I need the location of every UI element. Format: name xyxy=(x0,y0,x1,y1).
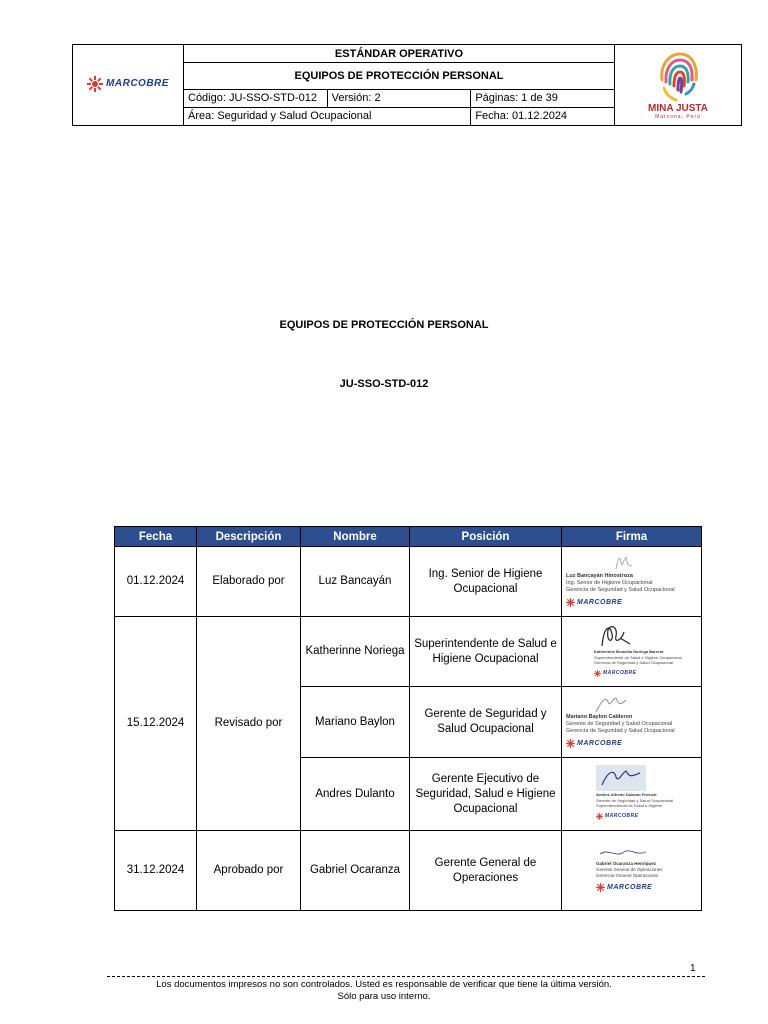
signature-block xyxy=(566,553,697,610)
marcobre-sun-icon xyxy=(566,739,575,748)
approval-table xyxy=(114,526,702,911)
signature-department: Gerencia General Operaciones xyxy=(596,873,659,878)
signature-name: Katherinne Brunella Noriega Barrera xyxy=(594,649,664,654)
signature-block xyxy=(566,622,697,681)
marcobre-logo-cell xyxy=(73,45,184,126)
mina-justa-subtitle: Marcona, Perú xyxy=(655,114,701,120)
signature-name: Gabriel Ocaranza Henriquez xyxy=(596,861,657,866)
signature-logo-text: MARCOBRE xyxy=(577,739,623,747)
signature-role: Gerente General de Operaciones xyxy=(596,867,663,872)
doc-type: ESTÁNDAR OPERATIVO xyxy=(184,45,615,63)
signature-logo xyxy=(566,736,622,751)
row-description: Elaborado por xyxy=(197,547,301,617)
doc-code: Código: JU-SSO-STD-012 xyxy=(184,89,328,107)
row-description: Revisado por xyxy=(197,617,301,831)
signature-role: Gerente de Seguridad y Salud Ocupacional xyxy=(566,720,673,727)
row-description: Aprobado por xyxy=(197,831,301,911)
footer-internal-use: Sólo para uso interno. xyxy=(337,991,431,1002)
table-row xyxy=(115,547,702,617)
row-date: 15.12.2024 xyxy=(115,617,197,831)
signature-name: Andres Alfredo Dulanto Prevost xyxy=(596,791,657,797)
handwritten-signature-icon xyxy=(596,765,646,791)
col-header-fecha: Fecha xyxy=(115,527,197,547)
doc-pages: Páginas: 1 de 39 xyxy=(471,89,615,107)
signature-department: Superintendencia de Salud e Higiene xyxy=(596,802,663,808)
document-header xyxy=(72,44,742,126)
fingerprint-logo-icon xyxy=(656,50,700,102)
marcobre-sun-icon xyxy=(596,813,603,820)
signature-name: Mariano Baylon Calderon xyxy=(566,713,633,720)
row-position: Superintendente de Salud e Higiene Ocupacional xyxy=(410,617,562,687)
signature-role: Gerente de Seguridad y Salud Ocupacional xyxy=(596,797,674,803)
signature-cell xyxy=(562,831,702,911)
footer-divider xyxy=(107,976,705,977)
mina-justa-title: MINA JUSTA xyxy=(648,103,708,114)
signature-logo-text: MARCOBRE xyxy=(577,599,623,606)
signature-role: Superintendente de Salud e Higiene Ocupacional xyxy=(594,655,682,660)
row-position: Gerente de Seguridad y Salud Ocupacional xyxy=(410,687,562,758)
cover-title: EQUIPOS DE PROTECCIÓN PERSONAL xyxy=(279,319,489,331)
handwritten-signature-icon xyxy=(594,622,694,648)
marcobre-sun-icon xyxy=(87,76,103,92)
doc-version: Versión: 2 xyxy=(327,89,471,107)
col-header-posicion: Posición xyxy=(410,527,562,547)
page-number: 1 xyxy=(690,963,696,974)
signature-department: Gerencia de Seguridad y Salud Ocupacional xyxy=(566,587,675,593)
col-header-nombre: Nombre xyxy=(301,527,410,547)
marcobre-logo xyxy=(87,76,169,92)
doc-date: Fecha: 01.12.2024 xyxy=(471,107,615,125)
signature-block xyxy=(566,694,697,751)
marcobre-wordmark: MARCOBRE xyxy=(106,78,169,89)
signature-logo xyxy=(566,595,622,610)
row-name: Gabriel Ocaranza xyxy=(301,831,410,911)
table-row xyxy=(115,831,702,911)
signature-block xyxy=(566,846,697,895)
signature-cell xyxy=(562,758,702,831)
row-name: Katherinne Noriega xyxy=(301,617,410,687)
footer-disclaimer: Los documentos impresos no son controlados. Usted es responsable de verificar que tiene la última versión. xyxy=(156,979,612,990)
signature-logo xyxy=(594,666,636,681)
row-date: 01.12.2024 xyxy=(115,547,197,617)
signature-logo xyxy=(596,880,652,895)
doc-area: Área: Seguridad y Salud Ocupacional xyxy=(184,107,471,125)
col-header-descripcion: Descripción xyxy=(197,527,301,547)
table-row xyxy=(115,617,702,687)
signature-name: Luz Bancayán Hinostroza xyxy=(566,573,633,579)
marcobre-sun-icon xyxy=(596,883,605,892)
signature-logo-text: MARCOBRE xyxy=(607,884,653,891)
row-name: Mariano Baylon xyxy=(301,687,410,758)
mina-justa-logo-cell xyxy=(615,45,742,126)
row-name: Andres Dulanto xyxy=(301,758,410,831)
signature-cell xyxy=(562,687,702,758)
signature-department: Gerencia de Seguridad y Salud Ocupacional xyxy=(594,660,673,665)
cover-code: JU-SSO-STD-012 xyxy=(339,378,429,390)
marcobre-sun-icon xyxy=(566,598,575,607)
marcobre-sun-icon xyxy=(594,670,601,677)
mina-justa-logo xyxy=(615,50,741,120)
signature-logo xyxy=(596,809,638,824)
row-position: Gerente General de Operaciones xyxy=(410,831,562,911)
signature-block xyxy=(566,765,697,824)
handwritten-signature-icon xyxy=(566,553,666,573)
signature-cell xyxy=(562,617,702,687)
handwritten-signature-icon xyxy=(566,694,666,714)
signature-department: Gerencia de Seguridad y Salud Ocupacional xyxy=(566,727,675,734)
signature-logo-text: MARCOBRE xyxy=(603,670,637,676)
signature-role: Ing. Senior de Higiene Ocupacional xyxy=(566,580,653,586)
col-header-firma: Firma xyxy=(562,527,702,547)
row-date: 31.12.2024 xyxy=(115,831,197,911)
row-position: Gerente Ejecutivo de Seguridad, Salud e Higiene Ocupacional xyxy=(410,758,562,831)
handwritten-signature-icon xyxy=(596,846,656,860)
row-position: Ing. Senior de Higiene Ocupacional xyxy=(410,547,562,617)
doc-title: EQUIPOS DE PROTECCIÓN PERSONAL xyxy=(184,63,615,89)
signature-cell xyxy=(562,547,702,617)
row-name: Luz Bancayán xyxy=(301,547,410,617)
signature-logo-text: MARCOBRE xyxy=(605,812,639,819)
